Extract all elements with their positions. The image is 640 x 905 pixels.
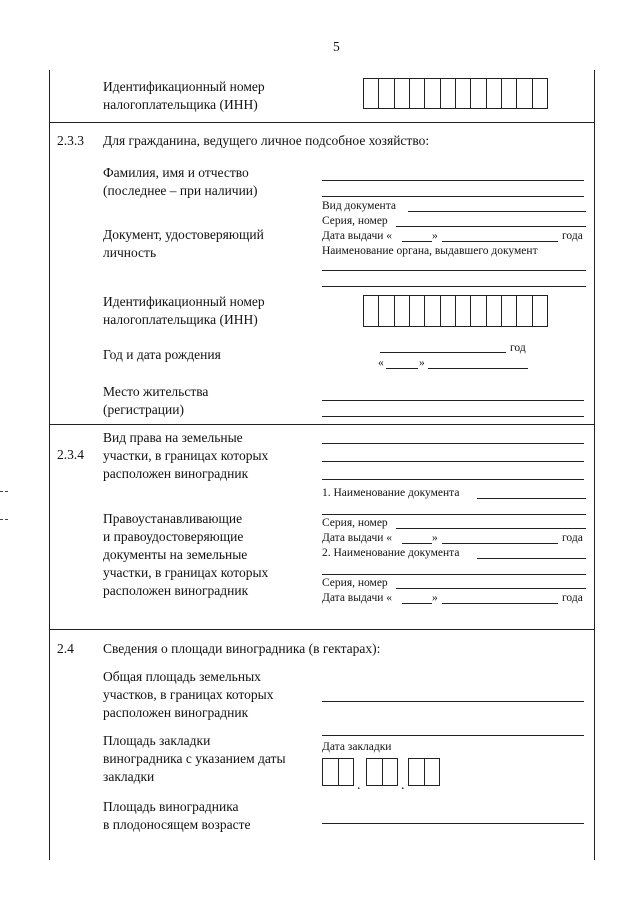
doc1-name-label: 1. Наименование документа bbox=[322, 487, 460, 499]
section-divider bbox=[49, 424, 594, 425]
birth-year-label: год bbox=[510, 342, 526, 354]
doc-issued-day-field[interactable] bbox=[402, 241, 432, 242]
residence-label: Место жительства (регистрации) bbox=[103, 384, 209, 417]
birth-label: Год и дата рождения bbox=[103, 347, 221, 362]
birth-day-field[interactable] bbox=[386, 368, 418, 369]
doc-series-field[interactable] bbox=[396, 226, 586, 227]
doc-issued-month-field[interactable] bbox=[442, 241, 558, 242]
fio-label: Фамилия, имя и отчество (последнее – при наличии) bbox=[103, 165, 258, 198]
planting-day-input[interactable] bbox=[322, 758, 354, 786]
date-separator: . bbox=[357, 778, 361, 793]
table-right-border bbox=[594, 70, 595, 860]
id-document-label: Документ, удостоверяющий личность bbox=[103, 227, 264, 260]
residence-field[interactable] bbox=[322, 416, 584, 417]
total-area-label: Общая площадь земельных участков, в границах которых расположен виноградник bbox=[103, 669, 274, 720]
section-divider bbox=[49, 629, 594, 630]
section-number: 2.3.4 bbox=[57, 447, 84, 462]
doc2-issued-month-field[interactable] bbox=[442, 603, 558, 604]
inn-label: Идентификационный номер налогоплательщика (ИНН) bbox=[103, 79, 265, 112]
doc2-issued-quote: » bbox=[432, 592, 438, 604]
land-right-field[interactable] bbox=[322, 461, 584, 462]
fio-field[interactable] bbox=[322, 196, 584, 197]
land-right-label: Вид права на земельные участки, в границах которых расположен виноградник bbox=[103, 430, 269, 481]
doc-kind-label: Вид документа bbox=[322, 200, 396, 212]
doc-kind-field[interactable] bbox=[408, 211, 586, 212]
doc2-series-label: Серия, номер bbox=[322, 577, 388, 589]
page-number: 5 bbox=[333, 39, 340, 54]
birth-year-field[interactable] bbox=[380, 352, 506, 353]
doc1-name-field[interactable] bbox=[477, 498, 586, 499]
table-left-border bbox=[49, 70, 50, 860]
doc1-issued-day-field[interactable] bbox=[402, 543, 432, 544]
doc-issued-year-label: года bbox=[562, 230, 583, 242]
doc-authority-field[interactable] bbox=[322, 286, 586, 287]
doc-issued-label: Дата выдачи « bbox=[322, 230, 393, 242]
doc-series-label: Серия, номер bbox=[322, 215, 388, 227]
doc2-issued-label: Дата выдачи « bbox=[322, 592, 393, 604]
doc1-name-field[interactable] bbox=[322, 514, 586, 515]
inn-input[interactable] bbox=[363, 78, 548, 109]
planting-area-label: Площадь закладки виноградника с указанием даты закладки bbox=[103, 733, 286, 784]
doc-authority-field[interactable] bbox=[322, 270, 586, 271]
birth-day-open: « bbox=[378, 357, 384, 369]
planting-month-input[interactable] bbox=[366, 758, 398, 786]
fio-field[interactable] bbox=[322, 180, 584, 181]
doc1-issued-year-label: года bbox=[562, 532, 583, 544]
doc1-issued-month-field[interactable] bbox=[442, 543, 558, 544]
date-separator: . bbox=[401, 778, 405, 793]
birth-day-close: » bbox=[419, 357, 425, 369]
doc1-series-field[interactable] bbox=[396, 528, 586, 529]
doc1-issued-quote: » bbox=[432, 532, 438, 544]
section-number: 2.3.3 bbox=[57, 133, 84, 148]
residence-field[interactable] bbox=[322, 400, 584, 401]
section-number: 2.4 bbox=[57, 641, 74, 656]
planting-date-label: Дата закладки bbox=[322, 741, 392, 753]
doc2-name-field[interactable] bbox=[477, 558, 586, 559]
doc1-issued-label: Дата выдачи « bbox=[322, 532, 393, 544]
doc2-issued-day-field[interactable] bbox=[402, 603, 432, 604]
doc1-series-label: Серия, номер bbox=[322, 517, 388, 529]
inn-input[interactable] bbox=[363, 295, 548, 327]
doc-authority-label: Наименование органа, выдавшего документ bbox=[322, 245, 538, 257]
section-divider bbox=[49, 122, 594, 123]
planting-area-field[interactable] bbox=[322, 735, 584, 736]
land-right-field[interactable] bbox=[322, 443, 584, 444]
planting-year-input[interactable] bbox=[408, 758, 440, 786]
binding-mark bbox=[0, 491, 8, 492]
total-area-field[interactable] bbox=[322, 701, 584, 702]
doc2-name-label: 2. Наименование документа bbox=[322, 547, 460, 559]
title-docs-label: Правоустанавливающие и правоудостоверяющие документы на земельные участки, в границах которых расположен виноградник bbox=[103, 511, 269, 598]
fruiting-area-field[interactable] bbox=[322, 823, 584, 824]
land-right-field[interactable] bbox=[322, 479, 584, 480]
doc2-issued-year-label: года bbox=[562, 592, 583, 604]
doc2-series-field[interactable] bbox=[396, 588, 586, 589]
section-title: Сведения о площади виноградника (в гектарах): bbox=[103, 641, 381, 656]
section-title: Для гражданина, ведущего личное подсобное хозяйство: bbox=[103, 133, 430, 148]
doc2-name-field[interactable] bbox=[322, 574, 586, 575]
doc-issued-quote: » bbox=[432, 230, 438, 242]
inn-label: Идентификационный номер налогоплательщика (ИНН) bbox=[103, 294, 265, 327]
fruiting-area-label: Площадь виноградника в плодоносящем возрасте bbox=[103, 799, 251, 832]
binding-mark bbox=[0, 519, 8, 520]
birth-month-field[interactable] bbox=[428, 368, 528, 369]
